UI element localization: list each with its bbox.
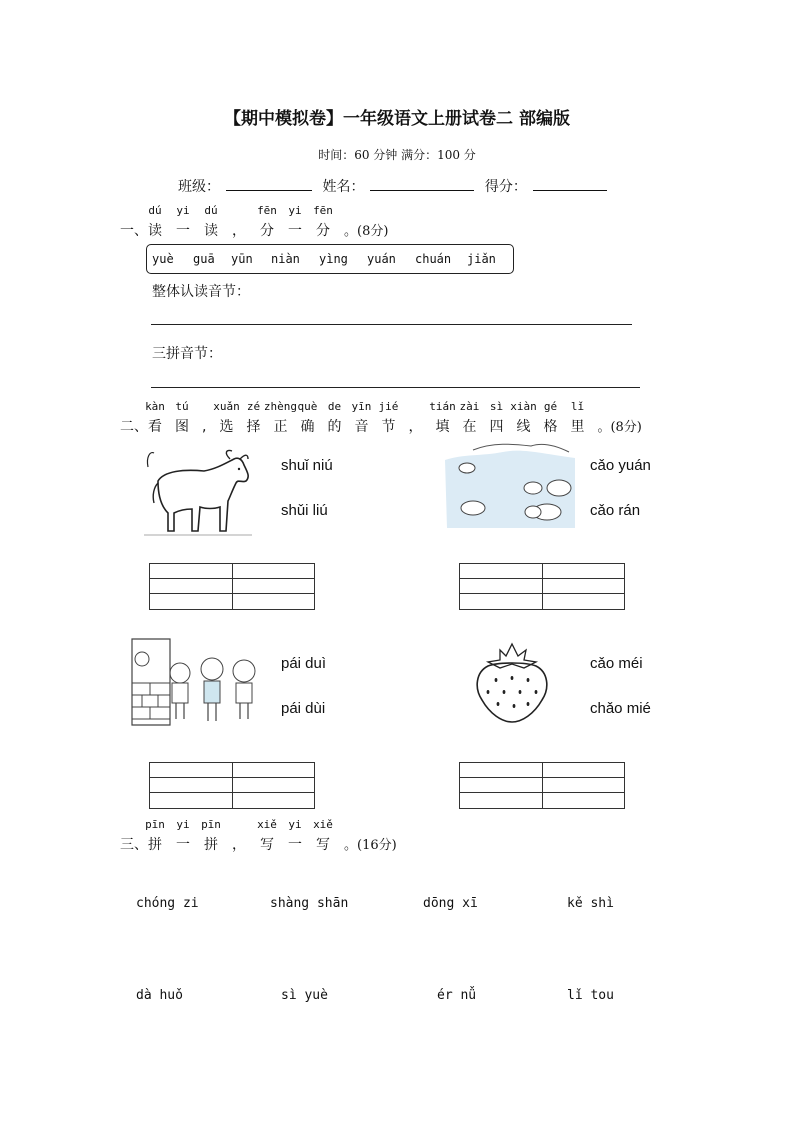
- section-number: 二、: [120, 419, 148, 435]
- option-d1[interactable]: cǎo méi: [590, 655, 643, 672]
- heading-char: zé 择: [246, 400, 261, 435]
- four-line-grid-b[interactable]: [459, 563, 625, 610]
- heading-pinyin: yi: [176, 204, 190, 217]
- heading-char: zhèng 正: [263, 400, 298, 435]
- heading-char: zài 在: [459, 400, 480, 435]
- exam-time-score: 时间：60 分钟 满分：100 分: [318, 148, 476, 162]
- heading-pinyin: tián: [429, 400, 456, 413]
- heading-char: de 的: [327, 400, 342, 435]
- heading-char: dú 读: [148, 204, 162, 239]
- heading-pinyin: què: [297, 400, 318, 413]
- heading-pinyin: xuǎn: [213, 400, 240, 413]
- heading-char: tián 填: [429, 400, 456, 435]
- heading-char: yi 一: [288, 204, 302, 239]
- heading-pinyin: gé: [543, 400, 558, 413]
- buffalo-picture: [144, 447, 252, 537]
- section-score: 。(8分): [344, 224, 389, 239]
- name-field[interactable]: [370, 176, 474, 191]
- option-c1[interactable]: pái duì: [281, 655, 327, 672]
- pinyin-item: dà huǒ: [136, 988, 183, 1003]
- heading-punct: ，: [408, 419, 423, 435]
- syllable: guā: [193, 252, 215, 266]
- grassland-picture: [443, 440, 577, 532]
- section1-heading: [120, 204, 389, 240]
- heading-char: yi 一: [176, 818, 190, 853]
- heading-pinyin: yi: [288, 204, 302, 217]
- heading-char: yi 一: [176, 204, 190, 239]
- strawberry-picture: [474, 642, 550, 724]
- answer-line-whole[interactable]: [151, 324, 632, 325]
- heading-pinyin: tú: [175, 400, 189, 413]
- heading-punct: ,: [202, 419, 207, 435]
- score-field[interactable]: [533, 176, 607, 191]
- heading-char: lǐ 里: [570, 400, 585, 435]
- section-score: 。(8分): [597, 420, 642, 435]
- heading-pinyin: fēn: [257, 204, 277, 217]
- heading-char: fēn 分: [257, 204, 277, 239]
- syllable: jiǎn: [467, 252, 496, 266]
- option-c2[interactable]: pái dùi: [281, 700, 326, 717]
- pinyin-item: dōng xī: [423, 896, 478, 911]
- four-line-grid-c[interactable]: [149, 762, 315, 809]
- heading-pinyin: zài: [459, 400, 480, 413]
- heading-pinyin: zé: [246, 400, 261, 413]
- heading-char: fēn 分: [313, 204, 333, 239]
- heading-char: kàn 看: [145, 400, 165, 435]
- heading-char: xuǎn 选: [213, 400, 240, 435]
- syllable: yìng: [319, 252, 348, 266]
- four-line-grid-a[interactable]: [149, 563, 315, 610]
- heading-pinyin: fēn: [313, 204, 333, 217]
- option-b2[interactable]: cǎo rán: [590, 502, 641, 519]
- pinyin-item: kě shì: [567, 896, 614, 911]
- heading-char: pīn 拼: [145, 818, 165, 853]
- pinyin-item: shàng shān: [270, 896, 349, 911]
- heading-pinyin: dú: [148, 204, 162, 217]
- pinyin-item: chóng zi: [136, 896, 199, 911]
- score-label: 得分：: [484, 179, 527, 195]
- syllable: yūn: [231, 252, 253, 266]
- section-score: 。(16分): [344, 838, 397, 853]
- pinyin-item: sì yuè: [281, 988, 328, 1003]
- class-field[interactable]: [226, 176, 312, 191]
- section2-heading: [120, 400, 642, 436]
- heading-pinyin: xiàn: [510, 400, 537, 413]
- heading-pinyin: yi: [176, 818, 190, 831]
- heading-char: tú 图: [175, 400, 189, 435]
- three-syllable-label: 三拼音节：: [152, 346, 222, 362]
- heading-pinyin: yīn: [351, 400, 372, 413]
- section-number: 三、: [120, 837, 148, 853]
- heading-pinyin: pīn: [145, 818, 165, 831]
- heading-pinyin: kàn: [145, 400, 165, 413]
- option-a2[interactable]: shǔi liú: [281, 502, 328, 519]
- heading-pinyin: xiě: [257, 818, 277, 831]
- name-label: 姓名：: [322, 179, 365, 195]
- heading-pinyin: de: [327, 400, 342, 413]
- heading-char: gé 格: [543, 400, 558, 435]
- heading-pinyin: xiě: [313, 818, 333, 831]
- student-info-row: [178, 176, 613, 196]
- heading-pinyin: yi: [288, 818, 302, 831]
- children-queue-picture: [130, 633, 264, 729]
- pinyin-item: ér nǚ: [437, 988, 477, 1003]
- heading-char: què 确: [297, 400, 318, 435]
- syllable: niàn: [271, 252, 300, 266]
- whole-syllable-label: 整体认读音节：: [152, 284, 250, 300]
- heading-pinyin: pīn: [201, 818, 221, 831]
- syllable: yuè: [152, 252, 174, 266]
- heading-char: xiàn 线: [510, 400, 537, 435]
- syllable: yuán: [367, 252, 396, 266]
- heading-pinyin: dú: [204, 204, 218, 217]
- class-label: 班级：: [178, 179, 220, 195]
- heading-char: sì 四: [489, 400, 504, 435]
- syllable-box: [146, 244, 514, 274]
- heading-pinyin: jié: [378, 400, 399, 413]
- heading-char: pīn 拼: [201, 818, 221, 853]
- page-title: 【期中模拟卷】一年级语文上册试卷二 部编版: [224, 109, 570, 129]
- answer-line-three[interactable]: [151, 387, 640, 388]
- heading-pinyin: zhèng: [263, 400, 298, 413]
- heading-char: dú 读: [204, 204, 218, 239]
- heading-pinyin: sì: [489, 400, 504, 413]
- heading-char: xiě 写: [257, 818, 277, 853]
- heading-punct: ，: [232, 837, 246, 853]
- heading-punct: ，: [232, 223, 246, 239]
- heading-char: jié 节: [378, 400, 399, 435]
- syllable: chuán: [415, 252, 452, 266]
- heading-pinyin: lǐ: [570, 400, 585, 413]
- section-number: 一、: [120, 223, 148, 239]
- option-b1[interactable]: cǎo yuán: [590, 457, 651, 474]
- section3-heading: [120, 818, 397, 854]
- heading-char: yi 一: [288, 818, 302, 853]
- heading-char: xiě 写: [313, 818, 333, 853]
- heading-char: yīn 音: [351, 400, 372, 435]
- four-line-grid-d[interactable]: [459, 762, 625, 809]
- option-a1[interactable]: shuǐ niú: [281, 457, 333, 474]
- option-d2[interactable]: chǎo mié: [590, 700, 651, 717]
- pinyin-item: lǐ tou: [567, 988, 614, 1003]
